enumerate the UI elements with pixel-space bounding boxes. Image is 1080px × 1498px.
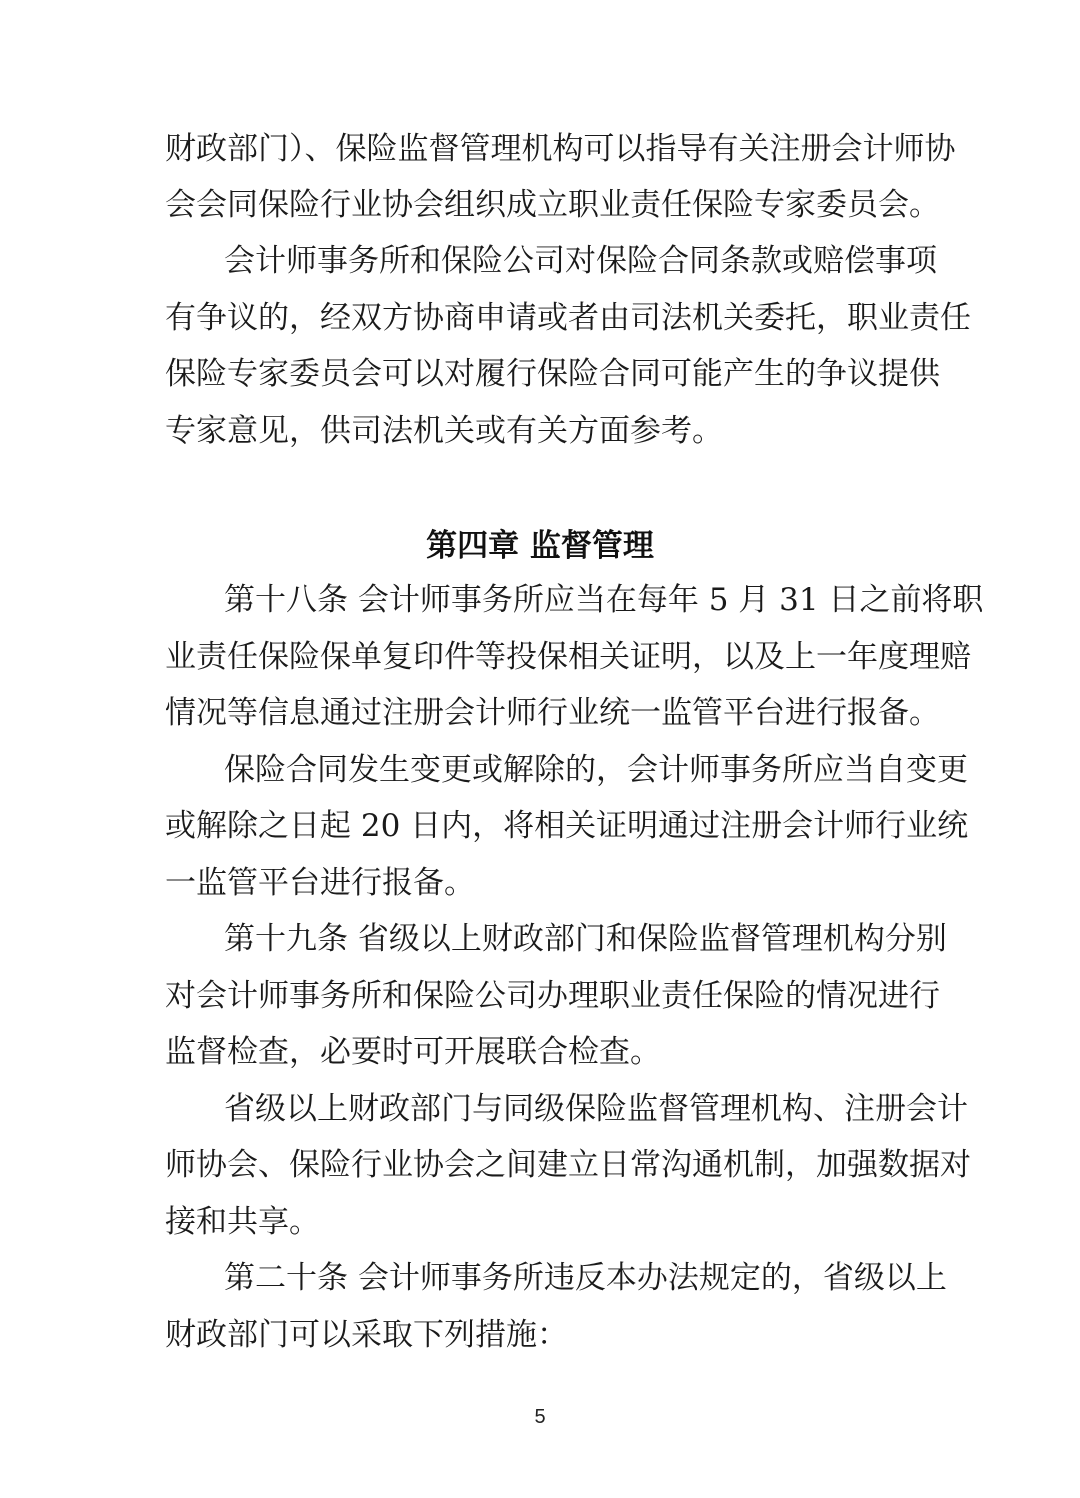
paragraph-line: 接和共享。 bbox=[165, 1204, 320, 1240]
chapter-heading: 第四章 监督管理 bbox=[426, 528, 654, 564]
paragraph-line: 保险合同发生变更或解除的，会计师事务所应当自变更 bbox=[224, 752, 968, 788]
article-line: 第十九条 省级以上财政部门和保险监督管理机构分别 bbox=[224, 921, 947, 957]
paragraph-line: 对会计师事务所和保险公司办理职业责任保险的情况进行 bbox=[165, 978, 940, 1014]
paragraph-line: 有争议的，经双方协商申请或者由司法机关委托，职业责任 bbox=[165, 300, 971, 336]
paragraph-line: 会计师事务所和保险公司对保险合同条款或赔偿事项 bbox=[224, 243, 937, 279]
paragraph-line: 会会同保险行业协会组织成立职业责任保险专家委员会。 bbox=[165, 187, 940, 223]
paragraph-line: 财政部门）、保险监督管理机构可以指导有关注册会计师协 bbox=[165, 131, 956, 167]
paragraph-line: 师协会、保险行业协会之间建立日常沟通机制，加强数据对 bbox=[165, 1147, 971, 1183]
paragraph-line: 或解除之日起 20 日内，将相关证明通过注册会计师行业统 bbox=[165, 808, 969, 844]
article-line: 第二十条 会计师事务所违反本办法规定的，省级以上 bbox=[224, 1260, 947, 1296]
paragraph-line: 监督检查，必要时可开展联合检查。 bbox=[165, 1034, 661, 1070]
paragraph-line: 财政部门可以采取下列措施： bbox=[165, 1317, 568, 1353]
paragraph-line: 情况等信息通过注册会计师行业统一监管平台进行报备。 bbox=[165, 695, 940, 731]
article-line: 第十八条 会计师事务所应当在每年 5 月 31 日之前将职 bbox=[224, 582, 984, 618]
paragraph-line: 业责任保险保单复印件等投保相关证明，以及上一年度理赔 bbox=[165, 639, 971, 675]
paragraph-line: 省级以上财政部门与同级保险监督管理机构、注册会计 bbox=[224, 1091, 968, 1127]
paragraph-line: 专家意见，供司法机关或有关方面参考。 bbox=[165, 413, 723, 449]
paragraph-line: 一监管平台进行报备。 bbox=[165, 865, 475, 901]
paragraph-line: 保险专家委员会可以对履行保险合同可能产生的争议提供 bbox=[165, 356, 940, 392]
page-number: 5 bbox=[534, 1406, 546, 1428]
